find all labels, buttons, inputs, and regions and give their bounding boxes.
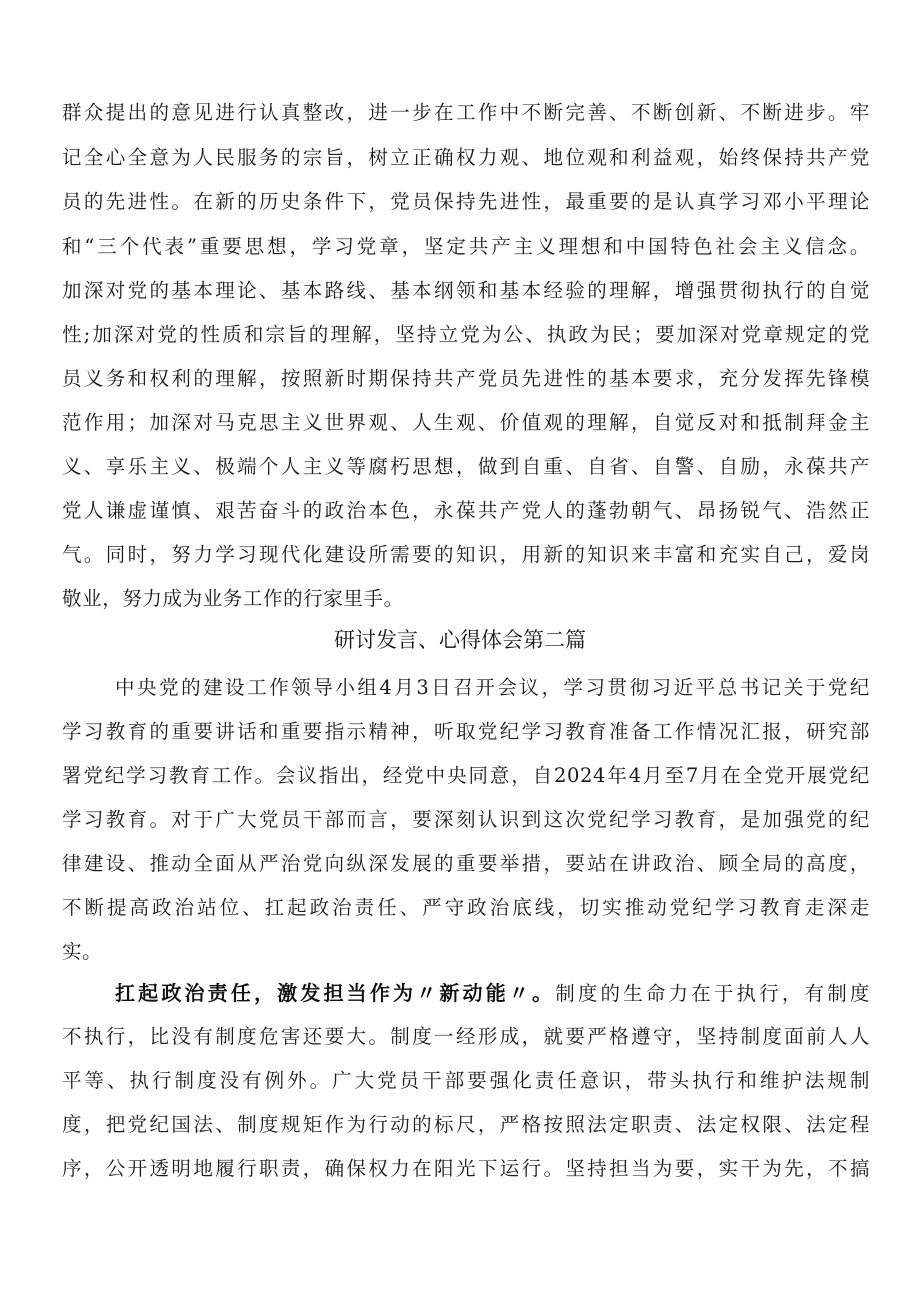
- paragraph-line: 和“三个代表”重要思想，学习党章，坚定共产主义理想和中国特色社会主义信念。: [62, 235, 870, 258]
- paragraph-line: 学习教育的重要讲话和重要指示精神，听取党纪学习教育准备工作情况汇报，研究部: [62, 720, 870, 743]
- paragraph-text: 制度的生命力在于执行，有制度: [555, 982, 870, 1005]
- paragraph-line: 员的先进性。在新的历史条件下，党员保持先进性，最重要的是认真学习邓小平理论: [62, 190, 870, 213]
- paragraph-line: 署党纪学习教育工作。会议指出，经党中央同意，自2024年4月至7月在全党开展党纪: [62, 764, 870, 787]
- paragraph-line-with-lead: [115, 980, 870, 1006]
- paragraph-line: 不执行，比没有制度危害还要大。制度一经形成，就要严格遵守，坚持制度面前人人: [62, 1025, 870, 1048]
- bold-lead-text: 扛起政治责任，激发担当作为〃新动能〃。: [115, 981, 556, 1005]
- paragraph-line: 实。: [62, 940, 103, 963]
- paragraph-line: 气。同时，努力学习现代化建设所需要的知识，用新的知识来丰富和充实自己，爱岗: [62, 543, 870, 566]
- paragraph-line: 律建设、推动全面从严治党向纵深发展的重要举措，要站在讲政治、顾全局的高度，: [62, 852, 870, 875]
- paragraph-line: 学习教育。对于广大党员干部而言，要深刻认识到这次党纪学习教育，是加强党的纪: [62, 808, 870, 831]
- section-heading: 研讨发言、心得体会第二篇: [334, 628, 586, 652]
- paragraph-line: 中央党的建设工作领导小组4月3日召开会议，学习贯彻习近平总书记关于党纪: [115, 676, 870, 699]
- paragraph-line: 序，公开透明地履行职责，确保权力在阳光下运行。坚持担当为要，实干为先，不搞: [62, 1157, 870, 1180]
- paragraph-line: 加深对党的基本理论、基本路线、基本纲领和基本经验的理解，增强贯彻执行的自觉: [62, 279, 870, 302]
- paragraph-line: 不断提高政治站位、扛起政治责任、严守政治底线，切实推动党纪学习教育走深走: [62, 896, 870, 919]
- paragraph-line: 义、享乐主义、极端个人主义等腐朽思想，做到自重、自省、自警、自励，永葆共产: [62, 455, 870, 478]
- paragraph-line: 党人谦虚谨慎、艰苦奋斗的政治本色，永葆共产党人的蓬勃朝气、昂扬锐气、浩然正: [62, 499, 870, 522]
- paragraph-line: 群众提出的意见进行认真整改，进一步在工作中不断完善、不断创新、不断进步。牢: [62, 101, 870, 124]
- paragraph-line: 员义务和权利的理解，按照新时期保持共产党员先进性的基本要求，充分发挥先锋模: [62, 367, 870, 390]
- paragraph-line: 度，把党纪国法、制度规矩作为行动的标尺，严格按照法定职责、法定权限、法定程: [62, 1113, 870, 1136]
- paragraph-line: 范作用；加深对马克思主义世界观、人生观、价值观的理解，自觉反对和抵制拜金主: [62, 411, 870, 434]
- paragraph-line: 记全心全意为人民服务的宗旨，树立正确权力观、地位观和利益观，始终保持共产党: [62, 146, 870, 169]
- paragraph-line: 平等、执行制度没有例外。广大党员干部要强化责任意识，带头执行和维护法规制: [62, 1069, 870, 1092]
- paragraph-line: 敬业，努力成为业务工作的行家里手。: [62, 587, 404, 610]
- paragraph-line: 性;加深对党的性质和宗旨的理解，坚持立党为公、执政为民；要加深对党章规定的党: [62, 323, 870, 346]
